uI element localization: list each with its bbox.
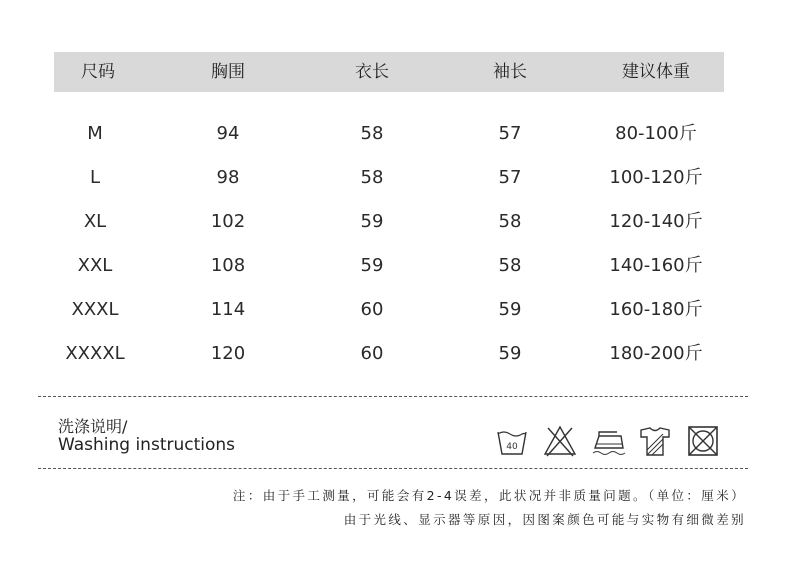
cell-chest: 108 bbox=[210, 255, 246, 276]
cell-length: 59 bbox=[360, 255, 384, 276]
cell-weight: 80-100斤 bbox=[615, 123, 697, 144]
iron-icon bbox=[591, 424, 627, 458]
note-measurement: 注：由于手工测量，可能会有2-4误差，此状况并非质量问题。（单位：厘米） bbox=[232, 488, 746, 503]
table-header bbox=[54, 52, 724, 92]
header-length: 衣长 bbox=[355, 62, 389, 82]
table-row bbox=[0, 251, 790, 281]
cell-weight: 100-120斤 bbox=[609, 167, 703, 188]
no-tumble-dry-icon bbox=[686, 424, 720, 458]
cell-size: L bbox=[89, 167, 101, 188]
no-wring-icon bbox=[638, 424, 672, 458]
cell-size: XXXXL bbox=[65, 343, 125, 364]
cell-sleeve: 59 bbox=[498, 299, 522, 320]
header-size: 尺码 bbox=[81, 62, 115, 82]
cell-sleeve: 57 bbox=[498, 123, 522, 144]
header-weight: 建议体重 bbox=[622, 62, 690, 82]
table-row bbox=[0, 119, 790, 149]
cell-chest: 120 bbox=[210, 343, 246, 364]
cell-chest: 114 bbox=[210, 299, 246, 320]
cell-chest: 98 bbox=[216, 167, 240, 188]
table-row bbox=[0, 207, 790, 237]
cell-sleeve: 57 bbox=[498, 167, 522, 188]
cell-sleeve: 58 bbox=[498, 255, 522, 276]
table-row bbox=[0, 295, 790, 325]
washing-title-en: Washing instructions bbox=[58, 435, 236, 455]
wash-40-icon bbox=[495, 424, 529, 458]
cell-length: 60 bbox=[360, 299, 384, 320]
header-sleeve: 袖长 bbox=[493, 62, 527, 82]
cell-chest: 94 bbox=[216, 123, 240, 144]
no-bleach-icon bbox=[543, 424, 577, 458]
washing-title-cn: 洗涤说明/ bbox=[58, 417, 128, 436]
cell-weight: 160-180斤 bbox=[609, 299, 703, 320]
cell-length: 58 bbox=[360, 167, 384, 188]
divider-top bbox=[38, 396, 748, 397]
cell-length: 60 bbox=[360, 343, 384, 364]
cell-chest: 102 bbox=[210, 211, 246, 232]
cell-length: 59 bbox=[360, 211, 384, 232]
cell-weight: 140-160斤 bbox=[609, 255, 703, 276]
cell-weight: 120-140斤 bbox=[609, 211, 703, 232]
table-row bbox=[0, 339, 790, 369]
cell-sleeve: 59 bbox=[498, 343, 522, 364]
wash-temp-label: 40 bbox=[506, 442, 518, 452]
cell-size: M bbox=[87, 123, 103, 144]
note-color: 由于光线、显示器等原因，因图案颜色可能与实物有细微差别 bbox=[343, 512, 746, 527]
cell-weight: 180-200斤 bbox=[609, 343, 703, 364]
table-row bbox=[0, 163, 790, 193]
header-chest: 胸围 bbox=[211, 62, 245, 82]
divider-bottom bbox=[38, 468, 748, 469]
cell-size: XXXL bbox=[71, 299, 119, 320]
cell-size: XL bbox=[83, 211, 107, 232]
cell-length: 58 bbox=[360, 123, 384, 144]
cell-sleeve: 58 bbox=[498, 211, 522, 232]
cell-size: XXL bbox=[77, 255, 113, 276]
